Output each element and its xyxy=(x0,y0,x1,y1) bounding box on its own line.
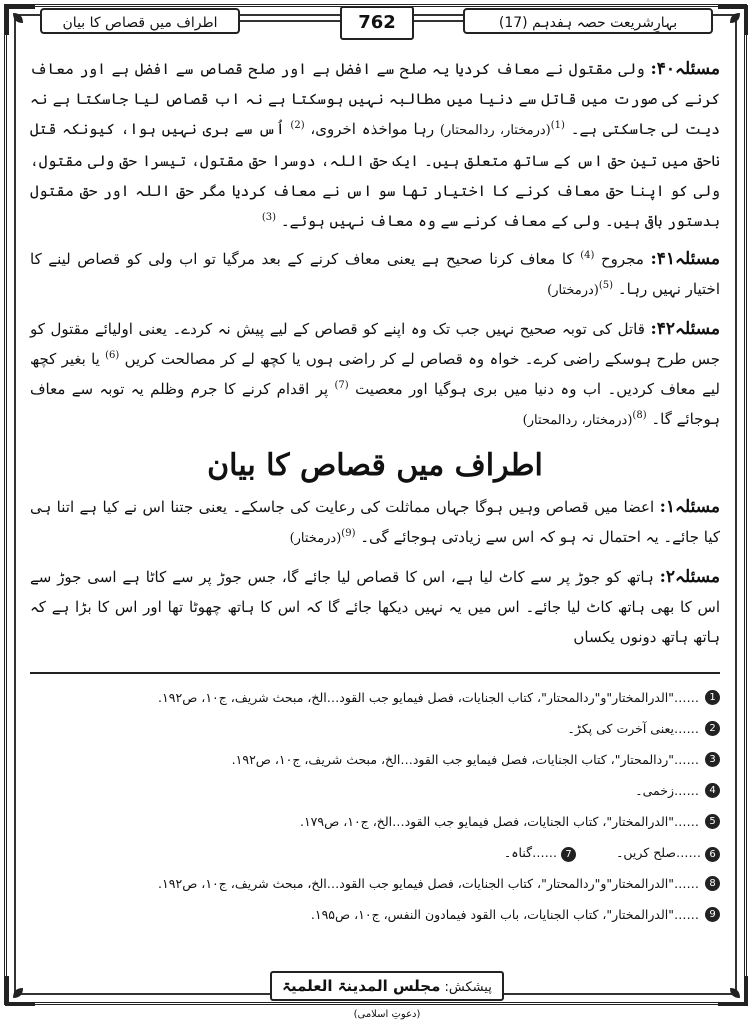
footnote-row xyxy=(30,713,720,744)
citation: (درمختار) xyxy=(289,531,342,546)
citation: (درمختار، ردالمحتار) xyxy=(522,413,633,428)
masala-label: مسئلہ۲: xyxy=(659,567,720,587)
page-number: 762 xyxy=(340,6,414,40)
footnote-text: ……صلح کریں۔ xyxy=(616,845,705,860)
footnote-text: ……"الدرالمختار"و"ردالمحتار"، کتاب الجنایات، فصل فیمایو جب القود…الخ، مبحث شریف، ج۱۰، ص۱۹۲. xyxy=(158,690,699,705)
footnote-text: ……"الدرالمختار"و"ردالمحتار"، کتاب الجنایات، فصل فیمایو جب القود…الخ، مبحث شریف، ج۱۰، ص۱۹۲. xyxy=(158,876,699,891)
paragraph-text: پر اقدام کرنے کا جرم وظلم یہ توبہ سے معاف ہوجائے گا۔ xyxy=(30,380,720,428)
publisher-name: مجلس المدینۃ العلمیۃ xyxy=(282,977,441,995)
footnote-text: ……گناہ۔ xyxy=(503,845,562,860)
footnote-row xyxy=(30,806,720,837)
paragraph-text: اعضا میں قصاص وہیں ہوگا جہاں مماثلت کی رعایت کی جاسکے۔ یعنی جتنا اس نے کیا ہے اتنا ہی کیا جائے۔ یہ احتمال نہ ہو کہ اس سے زیادتی ہوجائے گی۔ xyxy=(30,498,720,546)
masala-paragraph xyxy=(30,562,720,652)
masala-label: مسئلہ۴۰: xyxy=(650,59,720,79)
footnote-row xyxy=(30,868,720,899)
footnote-number: 1 xyxy=(705,690,720,705)
footnote-marker: (2) xyxy=(290,120,305,131)
paragraph-text: یا بغیر کچھ لیے معاف کردیں۔ اب وہ دنیا میں بری ہوگیا اور معصیت xyxy=(30,350,720,398)
footnote-number: 3 xyxy=(705,752,720,767)
corner-ornament-icon xyxy=(716,974,750,1008)
footnote-number: 7 xyxy=(561,847,576,862)
footnote-row xyxy=(30,682,720,713)
footnote-marker: (4) xyxy=(580,250,595,261)
paragraph-text: مجروح xyxy=(594,250,651,268)
footnote-marker: (3) xyxy=(261,212,277,223)
footnote-row xyxy=(30,744,720,775)
footnote-divider xyxy=(30,672,720,674)
header-rule xyxy=(410,20,463,22)
masala-label: مسئلہ۱: xyxy=(659,497,720,517)
footnote-pair xyxy=(504,837,720,868)
masala-paragraph xyxy=(30,314,720,436)
book-title: بہارِشریعت حصہ ہفدہم (17) xyxy=(463,8,713,34)
footnote-text: ……زخمی۔ xyxy=(635,783,699,798)
paragraph-text: ہاتھ کو جوڑ پر سے کاٹ لیا ہے، اس کا قصاص لیا جائے گا، جس جوڑ پر سے کاٹا ہے اسی جوڑ سے اس کا بھی ہاتھ کاٹ لیا جائے۔ اس میں یہ نہیں دیکھا جائے گا کہ اس کا ہاتھ چھوٹا تھا اور اس کا بڑا ہے کہ ہاتھ ہاتھ دونوں یکساں xyxy=(30,568,720,646)
corner-ornament-icon xyxy=(716,3,750,37)
footer-prefix: پیشکش: xyxy=(444,980,492,995)
section-title: اطراف میں قصاص کا بیان xyxy=(207,448,543,483)
publisher-footer xyxy=(270,971,504,1020)
header-rule xyxy=(240,20,340,22)
footnote-text: ……"الدرالمختار"، کتاب الجنایات، باب القود فیمادون النفس، ج۱۰، ص۱۹۵. xyxy=(310,907,699,922)
paragraph-text: اُس سے بری نہیں ہوا، کیونکہ قتل ناحق میں تین حق اس کے ساتھ متعلق ہیں۔ ایک حق اللہ، دوسرا حق مقتول، تیسرا حق ولی مقتول، ولی کو اپنا حق معاف کرنے کا اختیار تھا سو اس نے معاف کردیا مگر حق اللہ اور حق مقتول بدستور باقی ہیں۔ ولی کے معاف کرنے سے وہ معاف نہیں ہوئے۔ xyxy=(30,120,720,230)
corner-ornament-icon xyxy=(3,974,37,1008)
paragraph-text: ولی مقتول نے معاف کردیا یہ صلح سے افضل ہے اور صلح قصاص سے افضل ہے اور معاف کرنے کی صورت میں قاتل سے دنیا میں مطالبہ نہیں ہوسکتا ہے نہ اب قصاص لیا جاسکتا ہے نہ دیت لی جاسکتی ہے۔ xyxy=(30,60,720,138)
footnotes xyxy=(30,682,720,930)
paragraph-group xyxy=(30,54,720,436)
footnote-marker: (8) xyxy=(632,410,647,421)
footnote-text: ……یعنی آخرت کی پکڑ۔ xyxy=(567,721,699,736)
footnote-number: 5 xyxy=(705,814,720,829)
footnote-number: 2 xyxy=(705,721,720,736)
masala-paragraph xyxy=(30,492,720,554)
footnote-marker: (1) xyxy=(550,120,565,131)
footnote-number: 8 xyxy=(705,876,720,891)
footnote-row xyxy=(30,899,720,930)
publisher-note: (دعوتِ اسلامی) xyxy=(353,1009,421,1020)
citation: (درمختار، ردالمحتار) xyxy=(439,123,551,138)
paragraph-text: قاتل کی توبہ صحیح نہیں جب تک وہ اپنے کو قصاص کے لیے پیش نہ کردے۔ یعنی اولیائے مقتول کو جس طرح ہوسکے راضی کرے۔ خواہ وہ قصاص لے کر راضی ہوں یا کچھ لے کر مصالحت کریں xyxy=(30,320,720,368)
footnote-number: 6 xyxy=(705,847,720,862)
paragraph-text: رہا مواخذہ اخروی، xyxy=(304,120,440,138)
citation: (درمختار) xyxy=(547,283,599,298)
masala-paragraph xyxy=(30,244,720,306)
footnote-marker: (9) xyxy=(341,528,356,539)
chapter-title: اطراف میں قصاص کا بیان xyxy=(40,8,240,34)
masala-paragraph xyxy=(30,54,720,236)
footnote-number: 9 xyxy=(705,907,720,922)
footnote-marker: (7) xyxy=(334,380,349,391)
footnote-text: ……"ردالمحتار"، کتاب الجنایات، فصل فیمایو جب القود…الخ، مبحث شریف، ج۱۰، ص۱۹۲. xyxy=(231,752,699,767)
page-header xyxy=(40,8,713,40)
paragraph-text: کا معاف کرنا صحیح ہے یعنی معاف کرنے کے بعد مرگیا تو اب ولی کو قصاص لینے کا اختیار نہیں رہا۔ xyxy=(30,250,720,298)
main-content xyxy=(30,54,720,660)
footnote-item xyxy=(504,837,576,868)
footnote-row xyxy=(30,837,720,868)
masala-label: مسئلہ۴۱: xyxy=(650,249,720,269)
footnote-text: ……"الدرالمختار"، کتاب الجنایات، فصل فیمایو جب القود…الخ، ج۱۰، ص۱۷۹. xyxy=(299,814,699,829)
masala-label: مسئلہ۴۲: xyxy=(650,319,720,339)
footnote-marker: (6) xyxy=(105,350,120,361)
footnote-row xyxy=(30,775,720,806)
footnote-number: 4 xyxy=(705,783,720,798)
corner-ornament-icon xyxy=(3,3,37,37)
footnote-marker: (5) xyxy=(598,280,614,291)
paragraph-group xyxy=(30,492,720,652)
footnote-item xyxy=(616,837,720,868)
